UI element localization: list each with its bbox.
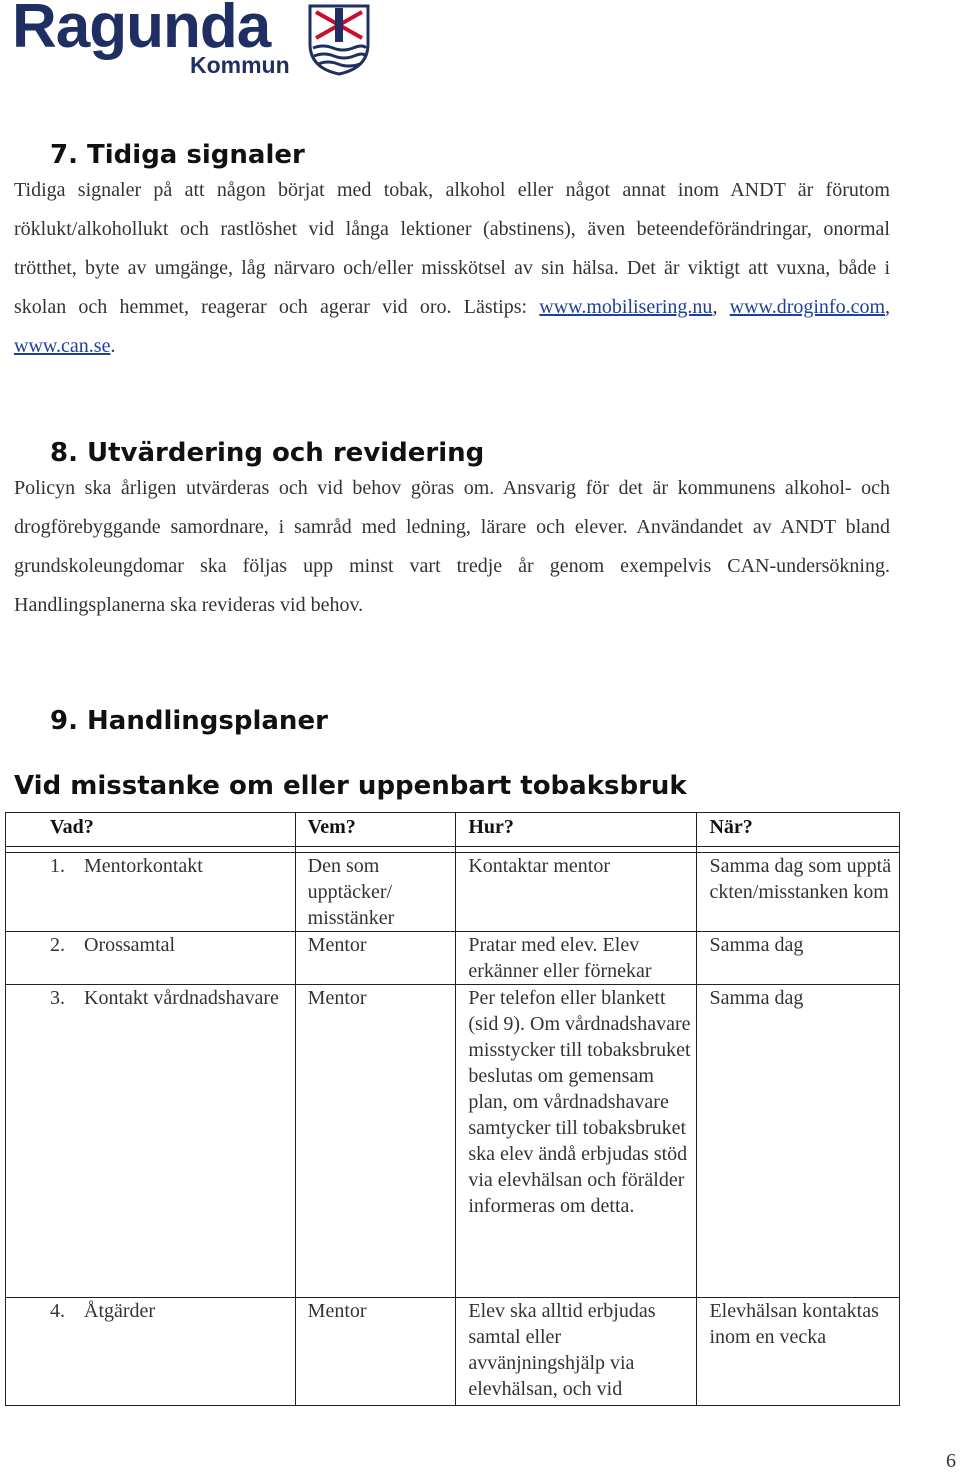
link-droginfo[interactable]: www.droginfo.com bbox=[729, 296, 885, 318]
section-7-body: Tidiga signaler på att någon börjat med tobak, alkohol eller något annat inom ANDT är förutom röklukt/alkohollukt och rastlöshet vid långa lektioner (abstinens), även beteendeförändringar, onormal trötthet, byte av umgänge, låg närvaro och/eller misskötsel av sin hälsa. Det är viktigt att vuxna, både i skolan och hemmet, reagerar och agerar vid oro. Lästips: bbox=[14, 179, 890, 318]
row-vad: Mentorkontakt bbox=[84, 855, 203, 877]
section-8-text: Policyn ska årligen utvärderas och vid behov göras om. Ansvarig för det är kommunens alkohol- och drogförebyggande samordnare, i samråd med ledning, lärare och elever. Användandet av ANDT bland grundskoleungdomar ska följas upp minst vart tredje år genom exempelvis CAN-undersökning. Handlingsplanerna ska revideras vid behov. bbox=[14, 477, 890, 616]
header-nar: När? bbox=[697, 813, 900, 847]
row-vad: Kontakt vårdnadshavare bbox=[84, 987, 279, 1009]
row-vem: Den som upptäcker/ misstänker bbox=[295, 853, 456, 932]
row-number: 3. bbox=[50, 987, 65, 1009]
row-number: 4. bbox=[50, 1300, 65, 1322]
row-nar: Elevhälsan kontaktas inom en vecka bbox=[697, 1298, 900, 1406]
row-number: 1. bbox=[50, 855, 65, 877]
table-header-row bbox=[6, 813, 900, 847]
action-plan-table bbox=[5, 812, 900, 1406]
table-subheading: Vid misstanke om eller uppenbart tobaksbruk bbox=[14, 771, 687, 801]
row-hur: Elev ska alltid erbjudas samtal eller avvänjningshjälp via elevhälsan, och vid bbox=[456, 1298, 697, 1406]
row-vem: Mentor bbox=[295, 1298, 456, 1406]
link-can[interactable]: www.can.se bbox=[14, 335, 111, 357]
table-row bbox=[6, 853, 900, 932]
row-nar: Samma dag bbox=[697, 932, 900, 985]
table-row bbox=[6, 1298, 900, 1406]
coat-of-arms-icon bbox=[308, 4, 370, 76]
row-nar: Samma dag som upptäckten/misstanken kom bbox=[697, 853, 900, 932]
row-number: 2. bbox=[50, 934, 65, 956]
header-vad: Vad? bbox=[6, 813, 296, 847]
section-7-heading: 7. Tidiga signaler bbox=[50, 140, 305, 170]
separator: , bbox=[885, 296, 890, 318]
table-row bbox=[6, 932, 900, 985]
link-mobilisering[interactable]: www.mobilisering.nu bbox=[539, 296, 713, 318]
row-hur: Pratar med elev. Elev erkänner eller förnekar bbox=[456, 932, 697, 985]
header-vem: Vem? bbox=[295, 813, 456, 847]
page-number: 6 bbox=[946, 1450, 956, 1472]
row-vad: Åtgärder bbox=[84, 1300, 156, 1322]
header-hur: Hur? bbox=[456, 813, 697, 847]
section-9-heading: 9. Handlingsplaner bbox=[50, 706, 328, 736]
logo bbox=[12, 2, 364, 82]
section-8-heading: 8. Utvärdering och revidering bbox=[50, 438, 485, 468]
table-row bbox=[6, 985, 900, 1298]
row-vad: Orossamtal bbox=[84, 934, 176, 956]
row-hur: Per telefon eller blankett (sid 9). Om vårdnadshavare misstycker till tobaksbruket beslutas om gemensam plan, om vårdnadshavare samtycker till tobaksbruket ska elev ändå erbjudas stöd via elevhälsan och förälder informeras om detta. bbox=[456, 985, 697, 1298]
separator: , bbox=[712, 296, 730, 318]
row-nar: Samma dag bbox=[697, 985, 900, 1298]
section-7-text bbox=[14, 171, 890, 366]
row-vem: Mentor bbox=[295, 985, 456, 1298]
logo-sub: Kommun bbox=[190, 52, 290, 78]
logo-brand: Ragunda bbox=[12, 0, 271, 61]
row-hur: Kontaktar mentor bbox=[456, 853, 697, 932]
period: . bbox=[110, 335, 116, 357]
row-vem: Mentor bbox=[295, 932, 456, 985]
